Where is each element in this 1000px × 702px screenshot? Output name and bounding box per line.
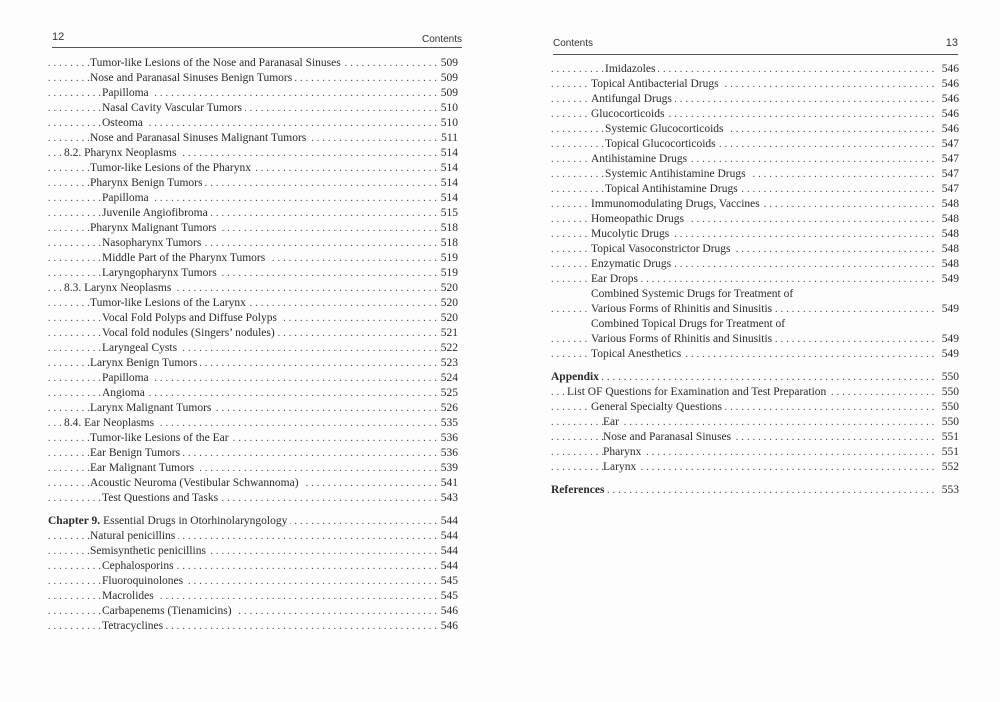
toc-entry	[48, 131, 458, 146]
chapter-name: Essential Drugs in Otorhinolaryngology	[103, 515, 288, 527]
toc-entry-page: 546	[938, 62, 959, 77]
toc-entry-page: 546	[938, 122, 959, 137]
toc-entry-page: 546	[437, 604, 458, 619]
toc-entry	[48, 619, 458, 634]
chapter-page: 544	[437, 514, 458, 529]
toc-entry-page: 519	[437, 251, 458, 266]
toc-entry-title: . . . Fluoroquinolones	[102, 574, 186, 589]
toc-entry-title: . . . Ear Drops	[591, 272, 641, 287]
toc-entry-page: 520	[437, 296, 458, 311]
toc-entry-title: . . . Systemic Glucocorticoids	[605, 122, 727, 137]
toc-entry-page: 509	[437, 56, 458, 71]
spacer	[48, 506, 458, 514]
toc-entry-title: . . . Tetracyclines	[102, 619, 166, 634]
toc-entry	[48, 574, 458, 589]
toc-entry-page: 546	[938, 77, 959, 92]
toc-entry-title: Combined Topical Drugs for Treatment of	[591, 317, 788, 332]
toc-entry-page: 549	[938, 347, 959, 362]
toc-entry	[551, 347, 959, 362]
toc-entry-title: . . . Angioma	[102, 386, 148, 401]
toc-entry-title: . . . Pharynx	[603, 445, 644, 460]
toc-entry-page: 551	[938, 445, 959, 460]
toc-entry-page: 518	[437, 236, 458, 251]
toc-entry-title: . . . Laryngeal Cysts	[102, 341, 180, 356]
toc-entry-page: 539	[437, 461, 458, 476]
toc-entry-page: 524	[437, 371, 458, 386]
toc-entry-page: 509	[437, 86, 458, 101]
toc-entry-page: 549	[938, 272, 959, 287]
running-head-left: Contents	[421, 34, 462, 45]
toc-entry	[551, 460, 959, 475]
toc-entry-title: . . . Tumor-like Lesions of the Larynx	[90, 296, 249, 311]
toc-entry	[48, 559, 458, 574]
toc-entry-title: . . . Systemic Antihistamine Drugs	[605, 167, 749, 182]
toc-entry-page: 550	[938, 415, 959, 430]
toc-entry-title: . . . Cephalosporins	[102, 559, 177, 574]
toc-entry-title: . . . Osteoma	[102, 116, 146, 131]
toc-entry-title: . . . Nose and Paranasal Sinuses	[603, 430, 734, 445]
toc-entry	[48, 266, 458, 281]
toc-entry-page: 518	[437, 221, 458, 236]
toc-entry-title: . . . Topical Antibacterial Drugs	[591, 77, 722, 92]
toc-entry	[551, 212, 959, 227]
toc-entry	[551, 400, 959, 415]
appendix-heading	[551, 370, 959, 385]
toc-entry-title: . . . General Specialty Questions	[591, 400, 725, 415]
toc-entry-title: . . . Laryngopharynx Tumors	[102, 266, 220, 281]
toc-entry	[48, 296, 458, 311]
toc-entry	[551, 242, 959, 257]
toc-entry-title: . . . Appendix	[551, 370, 602, 385]
toc-entry	[48, 461, 458, 476]
chapter-title	[48, 514, 290, 529]
toc-entry	[48, 56, 458, 71]
toc-entry-title: . . . Ear Malignant Tumors	[90, 461, 197, 476]
toc-entry-title: . . . Vocal Fold Polyps and Diffuse Polyps	[102, 311, 280, 326]
toc-entry	[48, 386, 458, 401]
toc-entry-page: 526	[437, 401, 458, 416]
toc-entry	[551, 227, 959, 242]
page-number-right: 13	[945, 37, 958, 49]
toc-entry-title: . . . Semisynthetic penicillins	[90, 544, 209, 559]
toc-entry-title: . . . Mucolytic Drugs	[591, 227, 672, 242]
toc-entry-title: . . . Tumor-like Lesions of the Nose and Paranasal Sinuses	[90, 56, 344, 71]
toc-entry	[48, 476, 458, 491]
toc-entry-page: 519	[437, 266, 458, 281]
toc-entry	[48, 604, 458, 619]
toc-entry-title: . . . Nasopharynx Tumors	[102, 236, 204, 251]
toc-entry	[551, 317, 959, 332]
chapter-label: Chapter 9.	[48, 515, 101, 527]
toc-entry-page: 509	[437, 71, 458, 86]
toc-entry-page: 549	[938, 302, 959, 317]
toc-entry-title: . . . Vocal fold nodules (Singers’ nodules)	[102, 326, 278, 341]
toc-entry-title: . . . Nose and Paranasal Sinuses Malignant Tumors	[90, 131, 309, 146]
toc-entry-title: . . . Topical Anesthetics	[591, 347, 684, 362]
toc-entry-title: . . . Macrolides	[102, 589, 157, 604]
toc-entry-title: . . . Natural penicillins	[90, 529, 178, 544]
toc-entry-title: . . . Larynx	[603, 460, 639, 475]
toc-entry	[48, 86, 458, 101]
toc-entry-page: 548	[938, 212, 959, 227]
toc-entry	[551, 197, 959, 212]
toc-entry-title: . . . Topical Vasoconstrictor Drugs	[591, 242, 734, 257]
toc-entry	[48, 251, 458, 266]
toc-entry-title: . . . Pharynx Benign Tumors	[90, 176, 205, 191]
toc-entry-page: 548	[938, 197, 959, 212]
toc-entry	[48, 176, 458, 191]
toc-entry-page: 536	[437, 446, 458, 461]
toc-entry-page: 545	[437, 574, 458, 589]
toc-entry-page: 511	[437, 131, 458, 146]
toc-entry	[551, 62, 959, 77]
toc-entry	[551, 107, 959, 122]
toc-entry-title: . . . Larynx Malignant Tumors	[90, 401, 214, 416]
toc-entry-title: . . . Tumor-like Lesions of the Pharynx	[90, 161, 254, 176]
toc-entry-page: 552	[938, 460, 959, 475]
toc-entry-page: 546	[938, 107, 959, 122]
header-rule-left	[52, 47, 462, 48]
toc-right	[551, 62, 959, 498]
toc-entry	[48, 161, 458, 176]
toc-entry-title: . . . Larynx Benign Tumors	[90, 356, 200, 371]
toc-entry	[551, 415, 959, 430]
toc-entry	[48, 221, 458, 236]
toc-entry-page: 547	[938, 137, 959, 152]
toc-entry-page: 514	[437, 176, 458, 191]
toc-entry	[551, 152, 959, 167]
toc-entry-page: 550	[938, 400, 959, 415]
toc-entry	[48, 401, 458, 416]
toc-entry-page: 543	[437, 491, 458, 506]
toc-entry-page: 545	[437, 589, 458, 604]
toc-entry	[551, 302, 959, 317]
toc-entry	[48, 236, 458, 251]
toc-entry	[551, 272, 959, 287]
toc-entry-page: 553	[938, 483, 959, 498]
toc-entry-page: 549	[938, 332, 959, 347]
toc-entry	[48, 191, 458, 206]
toc-entry	[551, 287, 959, 302]
toc-entry-title: . . . References	[551, 483, 607, 498]
toc-entry-page: 523	[437, 356, 458, 371]
toc-entry-title: . . . Papilloma	[102, 191, 152, 206]
toc-entry-title: . . . Tumor-like Lesions of the Ear	[90, 431, 232, 446]
toc-entry-title: . . . Nose and Paranasal Sinuses Benign Tumors	[90, 71, 295, 86]
toc-entry	[48, 431, 458, 446]
toc-entry	[48, 544, 458, 559]
toc-entry	[48, 281, 458, 296]
toc-entry	[48, 101, 458, 116]
toc-entry-title: . . . Immunomodulating Drugs, Vaccines	[591, 197, 763, 212]
toc-entry-title: . . . Topical Glucocorticoids	[605, 137, 719, 152]
chapter-heading	[48, 514, 458, 529]
toc-entry-page: 525	[437, 386, 458, 401]
toc-entry-page: 547	[938, 167, 959, 182]
toc-entry	[48, 416, 458, 431]
toc-entry	[48, 146, 458, 161]
toc-entry-page: 521	[437, 326, 458, 341]
toc-entry-page: 510	[437, 116, 458, 131]
toc-entry-title: . . . Antifungal Drugs	[591, 92, 675, 107]
toc-entry-page: 544	[437, 559, 458, 574]
spacer	[551, 475, 959, 483]
toc-entry-title: . . . 8.2. Pharynx Neoplasms	[64, 146, 179, 161]
toc-entry-title: . . . Ear	[603, 415, 622, 430]
page-number-left: 12	[52, 31, 65, 43]
toc-entry-page: 544	[437, 544, 458, 559]
toc-entry	[551, 430, 959, 445]
toc-entry-title: . . . Enzymatic Drugs	[591, 257, 674, 272]
toc-entry-page: 547	[938, 152, 959, 167]
toc-entry	[551, 257, 959, 272]
toc-entry	[48, 529, 458, 544]
toc-entry-page: 548	[938, 257, 959, 272]
spacer	[551, 362, 959, 370]
toc-entry	[551, 92, 959, 107]
toc-entry-title: . . . Various Forms of Rhinitis and Sinusitis	[591, 332, 775, 347]
toc-entry-title: . . . Pharynx Malignant Tumors	[90, 221, 220, 236]
toc-entry	[551, 385, 959, 400]
toc-entry-title: . . . Middle Part of the Pharynx Tumors	[102, 251, 268, 266]
toc-entry	[48, 491, 458, 506]
toc-entry-title: . . . Glucocorticoids	[591, 107, 667, 122]
toc-entry	[48, 71, 458, 86]
toc-entry-title: . . . Acoustic Neuroma (Vestibular Schwannoma)	[90, 476, 302, 491]
toc-entry-title: . . . Topical Antihistamine Drugs	[605, 182, 741, 197]
toc-entry	[48, 371, 458, 386]
header-rule-right	[553, 54, 958, 55]
references-heading	[551, 483, 959, 498]
running-head-right: Contents	[553, 38, 594, 49]
toc-entry-page: 541	[437, 476, 458, 491]
toc-entry-page: 550	[938, 385, 959, 400]
toc-entry	[48, 311, 458, 326]
toc-entry-page: 544	[437, 529, 458, 544]
toc-entry	[48, 341, 458, 356]
toc-entry	[48, 206, 458, 221]
toc-left	[48, 56, 458, 634]
toc-entry-page: 547	[938, 182, 959, 197]
toc-entry-page: 536	[437, 431, 458, 446]
toc-entry	[551, 182, 959, 197]
toc-entry-title: . . . Antihistamine Drugs	[591, 152, 690, 167]
toc-entry-title: . . . Homeopathic Drugs	[591, 212, 687, 227]
toc-entry-page: 550	[938, 370, 959, 385]
toc-entry-page: 548	[938, 242, 959, 257]
toc-entry-page: 535	[437, 416, 458, 431]
toc-entry-page: 514	[437, 146, 458, 161]
toc-entry-page: 522	[437, 341, 458, 356]
toc-entry-title: . . . Papilloma	[102, 371, 152, 386]
toc-entry-title: . . . Carbapenems (Tienamicins)	[102, 604, 235, 619]
toc-entry-title: . . . Juvenile Angiofibroma	[102, 206, 211, 221]
toc-entry	[551, 445, 959, 460]
toc-entry-page: 510	[437, 101, 458, 116]
toc-entry	[48, 356, 458, 371]
toc-entry-title: . . . Nasal Cavity Vascular Tumors	[102, 101, 245, 116]
toc-entry-title: Combined Systemic Drugs for Treatment of	[591, 287, 796, 302]
toc-entry-page: 551	[938, 430, 959, 445]
toc-entry	[551, 77, 959, 92]
toc-entry-title: . . . Test Questions and Tasks	[102, 491, 221, 506]
toc-entry-title: . . . List OF Questions for Examination and Test Preparation	[567, 385, 829, 400]
toc-entry	[48, 116, 458, 131]
toc-entry-title: . . . 8.4. Ear Neoplasms	[64, 416, 157, 431]
toc-entry-title: . . . Various Forms of Rhinitis and Sinusitis	[591, 302, 775, 317]
right-page	[500, 0, 1000, 702]
toc-entry-page: 520	[437, 281, 458, 296]
toc-entry-page: 546	[938, 92, 959, 107]
toc-entry	[48, 589, 458, 604]
toc-entry-page: 520	[437, 311, 458, 326]
toc-entry	[48, 446, 458, 461]
toc-entry-page: 548	[938, 227, 959, 242]
toc-entry	[551, 122, 959, 137]
toc-entry-page: 515	[437, 206, 458, 221]
toc-entry-title: . . . Imidazoles	[605, 62, 658, 77]
toc-entry-title: . . . Papilloma	[102, 86, 152, 101]
toc-entry-title: . . . Ear Benign Tumors	[90, 446, 183, 461]
toc-entry	[551, 137, 959, 152]
toc-entry-title: . . . 8.3. Larynx Neoplasms	[64, 281, 174, 296]
toc-entry	[551, 167, 959, 182]
toc-entry	[48, 326, 458, 341]
toc-entry-page: 546	[437, 619, 458, 634]
toc-entry-page: 514	[437, 191, 458, 206]
toc-entry-page: 514	[437, 161, 458, 176]
toc-entry	[551, 332, 959, 347]
